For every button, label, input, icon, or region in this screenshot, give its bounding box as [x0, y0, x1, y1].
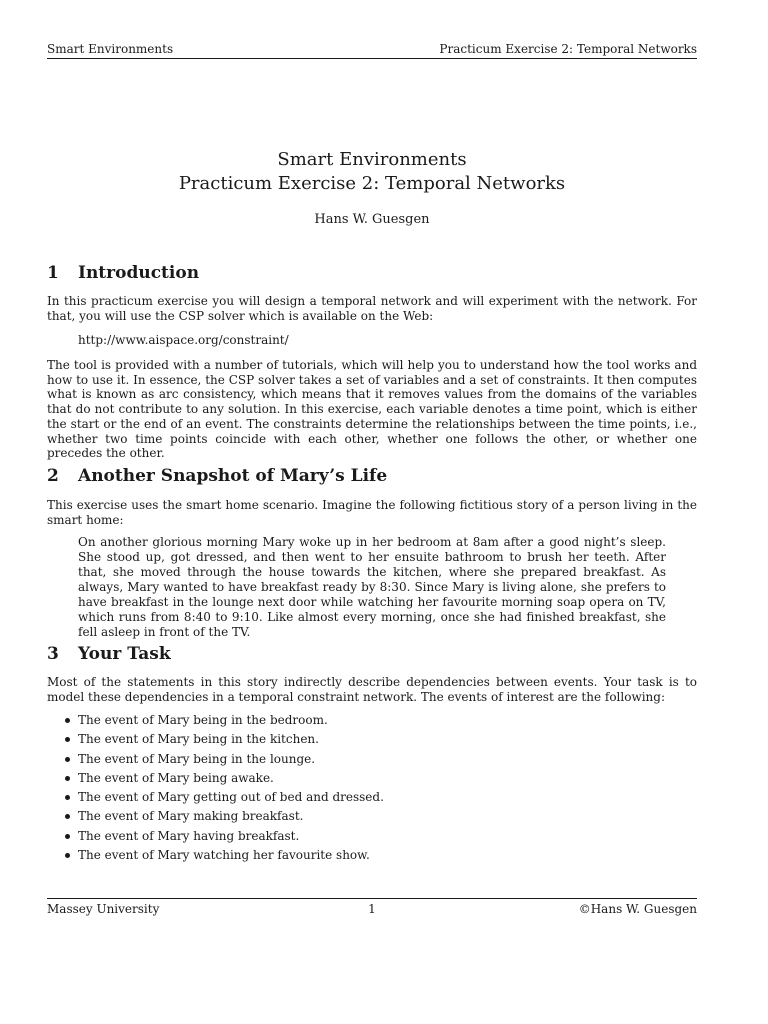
section-1-paragraph-1: In this practicum exercise you will design a temporal network and will experiment with the network. For that, you will use the CSP solver which is available on the Web: [47, 294, 697, 323]
running-footer [47, 902, 697, 916]
header-right: Practicum Exercise 2: Temporal Networks [439, 42, 697, 56]
list-item [47, 847, 697, 866]
bullet-icon [65, 795, 70, 800]
header-left: Smart Environments [47, 42, 174, 56]
section-number: 3 [47, 644, 59, 664]
title-line-2: Practicum Exercise 2: Temporal Networks [178, 173, 566, 194]
bullet-icon [65, 814, 70, 819]
bullet-icon [65, 776, 70, 781]
bullet-icon [65, 757, 70, 762]
section-2-heading [47, 465, 387, 487]
footer-rule [47, 898, 697, 899]
document-page [47, 0, 697, 1024]
list-item-text: The event of Mary being awake. [78, 770, 274, 785]
title-line-1: Smart Environments [277, 149, 467, 170]
title-block [47, 148, 697, 228]
section-3-paragraph-1: Most of the statements in this story indirectly describe dependencies between events. Your task is to model these dependencies in a temporal constraint network. The events of interest are the following: [47, 675, 697, 704]
list-item [47, 731, 697, 750]
section-1-heading [47, 262, 199, 284]
footer-right: ©Hans W. Guesgen [578, 902, 697, 916]
list-item-text: The event of Mary having breakfast. [78, 828, 300, 843]
list-item-text: The event of Mary being in the bedroom. [78, 713, 328, 727]
author: Hans W. Guesgen [314, 212, 430, 227]
section-number: 2 [47, 466, 59, 486]
bullet-icon [65, 834, 70, 839]
list-item [47, 789, 697, 808]
section-1-paragraph-2: The tool is provided with a number of tutorials, which will help you to understand how the tool works and how to use it. In essence, the CSP solver takes a set of variables and a set of constraints. It then computes what is known as arc consistency, which means that it removes values from the domains of the variables that do not contribute to any solution. In this exercise, each variable denotes a time point, which is either the start or the end of an event. The constraints determine the relationships between the time points, i.e., whether two time points coincide with each other, whether one follows the other, or whether one precedes the other. [47, 358, 697, 461]
list-item [47, 712, 697, 731]
list-item-text: The event of Mary getting out of bed and dressed. [78, 790, 384, 805]
list-item [47, 808, 697, 827]
constraint-url[interactable]: http://www.aispace.org/constraint/ [78, 333, 289, 347]
events-list [47, 712, 697, 866]
bullet-icon [65, 853, 70, 858]
story-quote: On another glorious morning Mary woke up in her bedroom at 8am after a good night’s sleep. She stood up, got dressed, and then went to her ensuite bathroom to brush her teeth. After that, she moved through the house towards the kitchen, where she prepared breakfast. As always, Mary wanted to have breakfast ready by 8:30. Since Mary is living alone, she prefers to have breakfast in the lounge next door while watching her favourite morning soap opera on TV, which runs from 8:40 to 9:10. Like almost every morning, once she had finished breakfast, she fell asleep in front of the TV. [78, 535, 666, 639]
list-item [47, 770, 697, 789]
section-title: Introduction [78, 263, 200, 283]
footer-left: Massey University [47, 902, 160, 916]
section-3-heading [47, 643, 171, 665]
list-item-text: The event of Mary being in the lounge. [78, 751, 316, 766]
list-item [47, 828, 697, 847]
bullet-icon [65, 718, 70, 723]
list-item-text: The event of Mary watching her favourite show. [78, 848, 370, 863]
list-item [47, 751, 697, 770]
section-number: 1 [47, 263, 59, 283]
section-title: Your Task [78, 644, 171, 664]
section-2-paragraph-1: This exercise uses the smart home scenario. Imagine the following fictitious story of a person living in the smart home: [47, 498, 697, 527]
list-item-text: The event of Mary being in the kitchen. [78, 732, 319, 747]
page-number: 1 [368, 902, 376, 916]
header-rule [47, 58, 697, 59]
list-item-text: The event of Mary making breakfast. [78, 809, 304, 824]
running-header [47, 42, 697, 56]
section-title: Another Snapshot of Mary’s Life [78, 466, 388, 486]
bullet-icon [65, 737, 70, 742]
